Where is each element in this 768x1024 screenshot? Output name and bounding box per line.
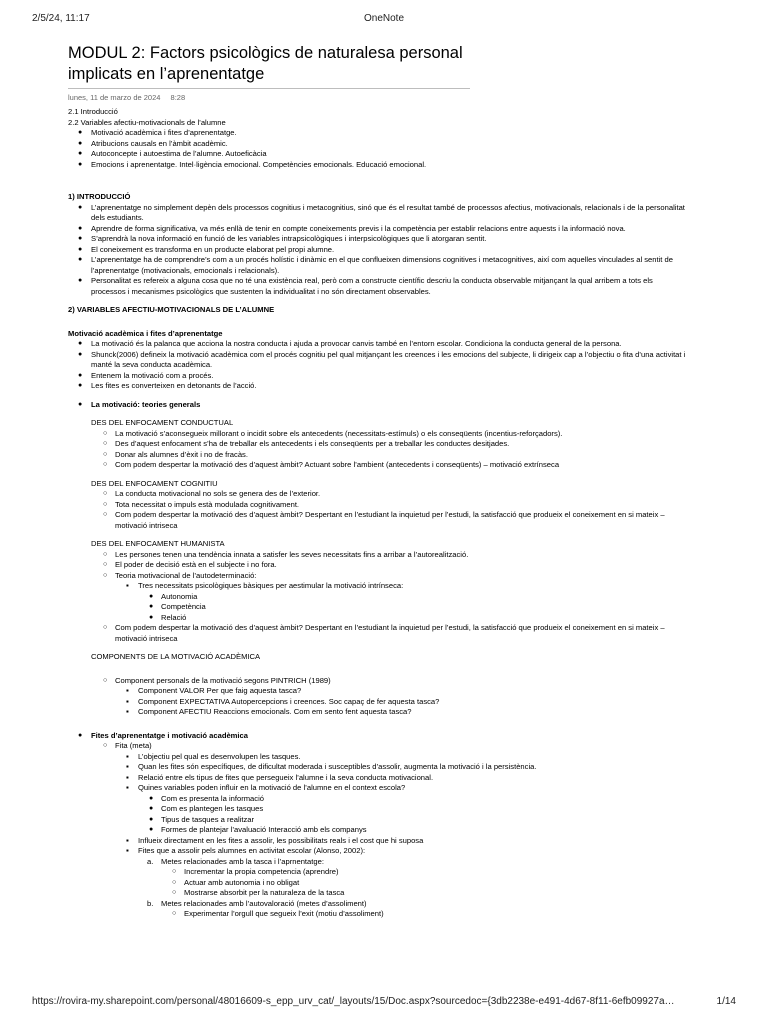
page-time: 8:28	[170, 93, 186, 102]
toc-item: 2.2 Variables afectiu-motivacionals de l’alumne	[68, 117, 226, 127]
list-item: ● Relació	[68, 613, 688, 624]
list-item: ○ Fita (meta)	[68, 741, 688, 752]
theories-list	[68, 400, 688, 411]
approach-heading: DES DEL ENFOCAMENT HUMANISTA	[91, 539, 225, 548]
list-item: ● Com es presenta la informació	[68, 794, 688, 805]
intro-list	[68, 203, 688, 298]
cognitiu-list	[68, 489, 688, 531]
fites-list	[68, 731, 688, 920]
list-item: ● Entenem la motivació com a procés.	[68, 371, 688, 382]
motivation-list	[68, 339, 688, 392]
approach-heading: DES DEL ENFOCAMENT CONDUCTUAL	[91, 418, 234, 427]
list-item: ▪ Component VALOR Per que faig aquesta tasca?	[68, 686, 688, 697]
print-url: https://rovira-my.sharepoint.com/personal/48016609-s_epp_urv_cat/_layouts/15/Doc.aspx?sourcedoc={3db2238e-e491-4d67-8f11-6efb09927a…	[32, 996, 675, 1007]
list-item: ○ La conducta motivacional no sols se genera des de l’exterior.	[68, 489, 688, 500]
section-heading-intro: 1) INTRODUCCIÓ	[68, 192, 131, 201]
list-item: ● Personalitat es refereix a alguna cosa que no té una existència real, però com a constructe científic descriu la conducta observable mitjançant la qual arribem a tots els processos i mecanismes psicològics que sustenten la individualitat i no són directament observables.	[68, 276, 688, 297]
list-item: ● Shunck(2006) defineix la motivació acadèmica com el procés cognitiu pel qual mitjançant les creences i les emocions del subjecte, li dirigeix cap a l’objectiu o fita d’una activitat i manté la seva conducta acadèmica.	[68, 350, 688, 371]
list-item: ● Autoconcepte i autoestima de l’alumne. Autoeficàcia	[68, 149, 688, 160]
list-item: ● La motivació: teories generals	[68, 400, 688, 411]
list-item: ○ Teoria motivacional de l’autodeterminació:	[68, 571, 688, 582]
toc-item: 2.1 Introducció	[68, 107, 118, 116]
list-item: ○ Com podem despertar la motivació des d’aquest àmbit? Despertant en l’estudiant la inquietud per l’estudi, la satisfacció que produeix el coneixement en si mateix – motivació intriseca	[68, 623, 688, 644]
print-header	[0, 13, 768, 27]
print-page-number: 1/14	[716, 996, 736, 1007]
page-meta	[68, 93, 688, 107]
components-list	[68, 676, 688, 718]
list-item: ▪ Component AFECTIU Reaccions emocionals. Com em sento fent aquesta tasca?	[68, 707, 688, 718]
list-item: ○ Incrementar la propia competencia (aprendre)	[68, 867, 688, 878]
list-item: ● La motivació és la palanca que acciona la nostra conducta i ajuda a provocar canvis també en l’entorn escolar. Condiciona la conducta general de la persona.	[68, 339, 688, 350]
list-item: ● Com es plantegen les tasques	[68, 804, 688, 815]
list-item: ○ Tota necessitat o impuls està modulada cognitivament.	[68, 500, 688, 511]
onenote-page	[68, 43, 688, 920]
approach-heading: COMPONENTS DE LA MOTIVACIÓ ACADÈMICA	[91, 652, 261, 661]
group-label: Metes relacionades amb l’autovaloració (metes d’assoliment)	[161, 898, 367, 908]
toc-sublist	[68, 128, 688, 170]
list-item: ● L’aprenentatge ha de comprendre’s com a un procés holístic i dinàmic en el que conflueixen dimensions cognitives i metacognitives, així com aquelles vinculades al sentit de l’aprenentatge (motivacionals, emocionals i relacionals).	[68, 255, 688, 276]
list-item: ○ Les persones tenen una tendència innata a satisfer les seves necessitats fins a arribar a l’autorealització.	[68, 550, 688, 561]
list-item: ▪ L’objectiu pel qual es desenvolupen les tasques.	[68, 752, 688, 763]
list-item: ▪ Component EXPECTATIVA Autopercepcions i creences. Soc capaç de fer aquesta tasca?	[68, 697, 688, 708]
print-datetime: 2/5/24, 11:17	[32, 13, 90, 24]
list-item: ● Fites d’aprenentatge i motivació acadèmica	[68, 731, 688, 742]
approach-heading: DES DEL ENFOCAMENT COGNITIU	[91, 478, 218, 488]
list-item: ○ Experimentar l’orgull que segueix l’exit (motiu d’assoliment)	[68, 909, 688, 920]
list-item: ● Formes de plantejar l’avaluació Interacció amb els companys	[68, 825, 688, 836]
list-item: ○ Des d’aquest enfocament s’ha de treballar els antecedents i els conseqüents per a treballar les conductes desitjades.	[68, 439, 688, 450]
page-date: lunes, 11 de marzo de 2024	[68, 93, 161, 102]
page-title: MODUL 2: Factors psicològics de naturalesa personal implicats en l’aprenentatge	[68, 44, 463, 83]
print-app-name: OneNote	[363, 13, 405, 24]
list-item: ○ Com podem despertar la motivació des d’aquest àmbit? Despertant en l’estudiant la inquietud per l’estudi, la satisfacció que produeix el coneixement en si mateix – motivació intriseca	[68, 510, 688, 531]
list-item: ▪ Fites que a assolir pels alumnes en activitat escolar (Alonso, 2002):	[68, 846, 688, 857]
list-item: ○ Component personals de la motivació segons PINTRICH (1989)	[68, 676, 688, 687]
list-item: ● S’aprendrà la nova informació en funció de les variables intrapsicològiques i interpsicològiques que li atorgaran sentit.	[68, 234, 688, 245]
print-footer	[0, 996, 768, 1010]
humanista-list	[68, 550, 688, 645]
list-item: ● Emocions i aprenentatge. Intel·ligència emocional. Competències emocionals. Educació emocional.	[68, 160, 688, 171]
conductual-list	[68, 429, 688, 471]
list-item: ○ La motivació s’aconsegueix millorant o incidit sobre els antecedents (necessitats-estímuls) o els conseqüents (incentius-reforçadors).	[68, 429, 688, 440]
list-item: ○ Actuar amb autonomia i no obligat	[68, 878, 688, 889]
list-item: ● El coneixement es transforma en un producte elaborat pel propi alumne.	[68, 245, 688, 256]
list-item: ○ Com podem despertar la motivació des d’aquest àmbit? Actuant sobre l’ambient (antecedents i conseqüents) – motivació extrínseca	[68, 460, 688, 471]
list-item-group-b	[68, 899, 688, 910]
list-item: ● Motivació acadèmica i fites d’aprenentatge.	[68, 128, 688, 139]
section-heading-variables: 2) VARIABLES AFECTIU-MOTIVACIONALS DE L’ALUMNE	[68, 305, 275, 314]
list-item: ▪ Tres necessitats psicològiques bàsiques per aestimular la motivació intrínseca:	[68, 581, 688, 592]
list-item: ● Les fites es converteixen en detonants de l’acció.	[68, 381, 688, 392]
list-item: ● Competència	[68, 602, 688, 613]
list-item: ▪ Relació entre els tipus de fites que persegueix l’alumne i la seva conducta motivacional.	[68, 773, 688, 784]
page-content	[68, 107, 688, 920]
list-item: ○ Mostrarse absorbit per la naturaleza de la tasca	[68, 888, 688, 899]
list-item: ● Tipus de tasques a realitzar	[68, 815, 688, 826]
list-item: ▪ Quines variables poden influir en la motivació de l’alumne en el context escola?	[68, 783, 688, 794]
list-item: ● Aprendre de forma significativa, va més enllà de tenir en compte coneixements previs i la competència per establir relacions entre aquests i la informació nova.	[68, 224, 688, 235]
list-item-group-a	[68, 857, 688, 868]
list-item: ▪ Quan les fites són específiques, de dificultat moderada i susceptibles d’assolir, augmenta la motivació i la persistència.	[68, 762, 688, 773]
list-item: ● L’aprenentatge no simplement depèn dels processos cognitius i metacognitius, sinó que és el resultat també de processos afectius, motivacionals, relacionals i de la personalitat dels estudiants.	[68, 203, 688, 224]
list-item: ○ El poder de decisió està en el subjecte i no fora.	[68, 560, 688, 571]
subsection-heading: Motivació acadèmica i fites d’aprenentatge	[68, 328, 223, 338]
list-item: ● Atribucions causals en l’àmbit acadèmic.	[68, 139, 688, 150]
group-label: Metes relacionades amb la tasca i l’aprnentatge:	[161, 856, 324, 866]
list-item: ○ Donar als alumnes d’èxit i no de fracàs.	[68, 450, 688, 461]
list-item: ▪ Influeix directament en les fites a assolir, les possibilitats reals i el cost que hi suposa	[68, 836, 688, 847]
title-divider	[68, 88, 470, 89]
list-item: ● Autonomia	[68, 592, 688, 603]
